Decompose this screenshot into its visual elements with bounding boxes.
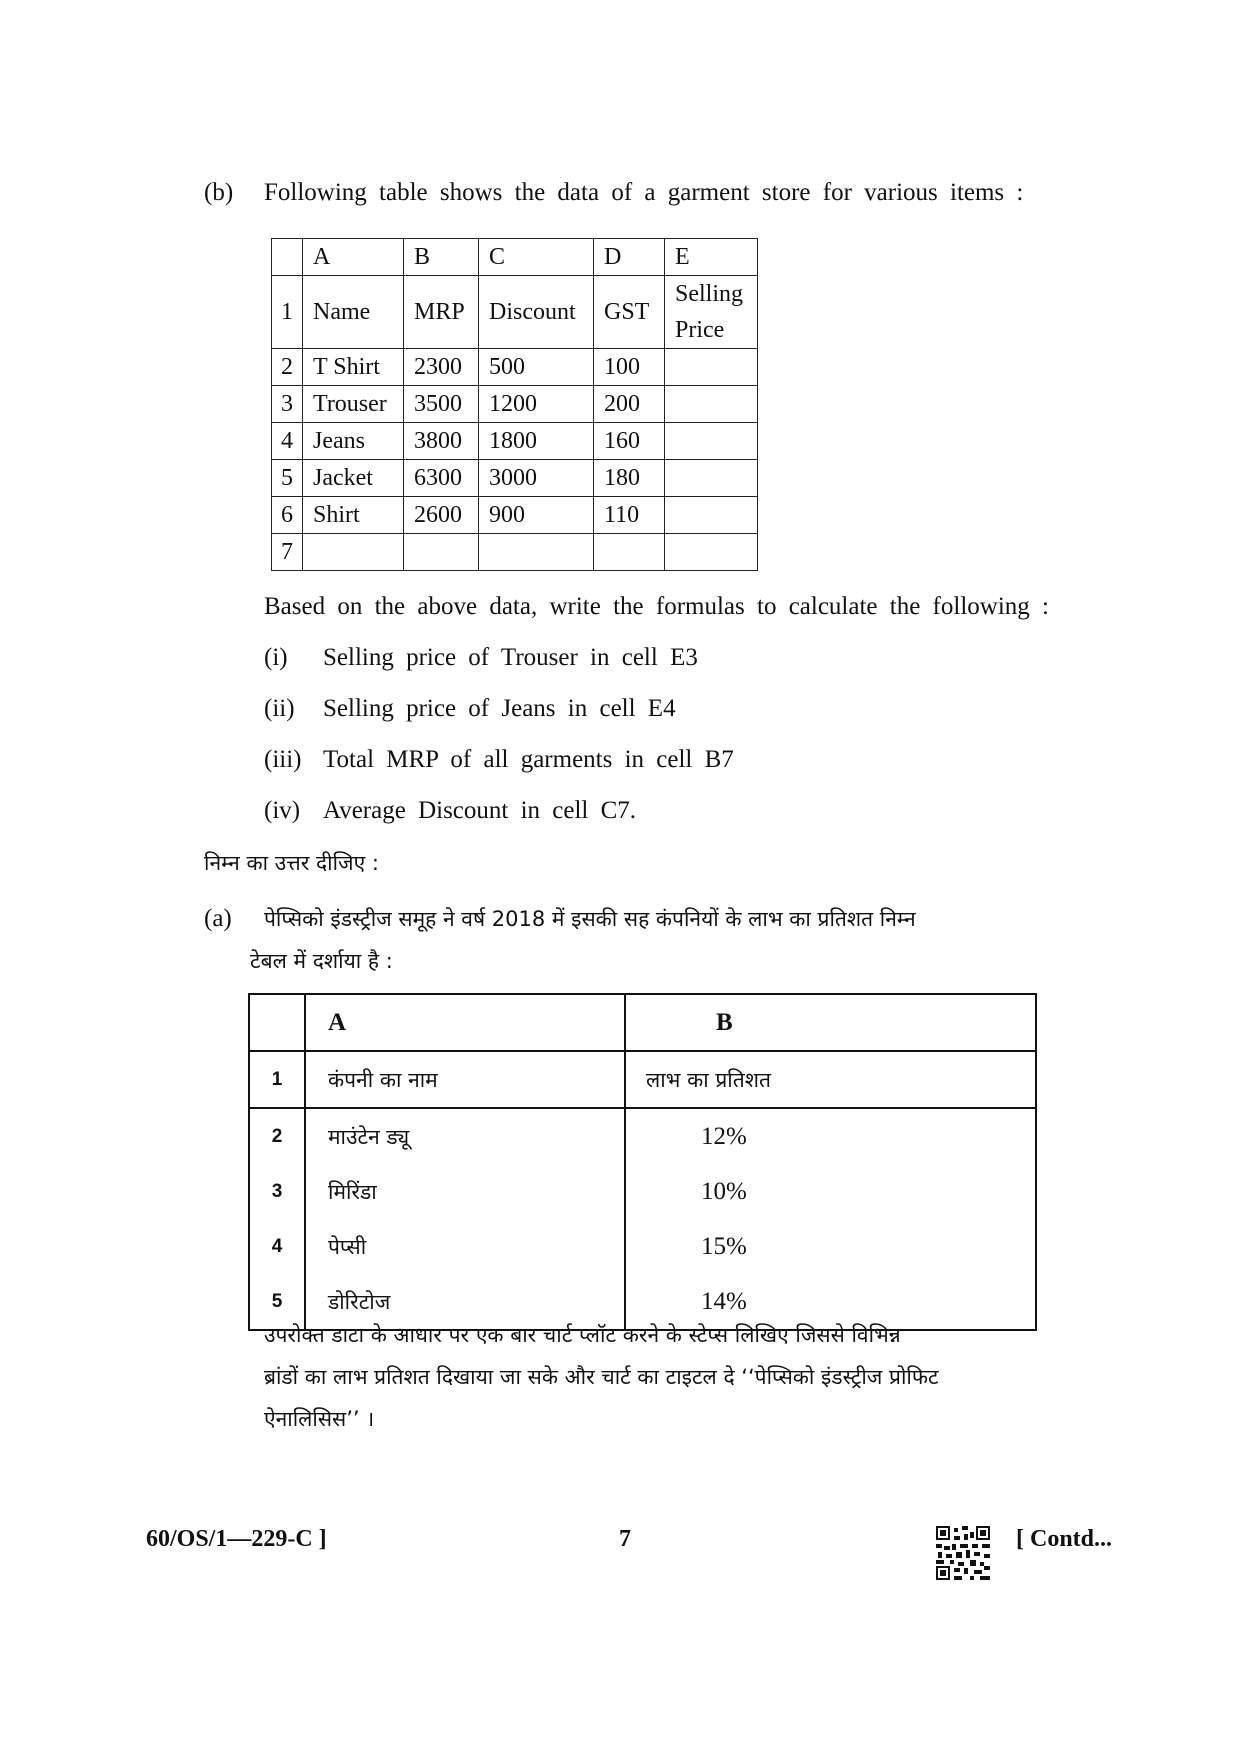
- table-row: [272, 349, 758, 386]
- table-cell: [665, 497, 758, 534]
- table-cell: 15%: [625, 1219, 1036, 1274]
- table-cell: [249, 994, 305, 1051]
- table-cell: GST: [594, 276, 665, 349]
- table-cell: A: [305, 994, 625, 1051]
- table-cell: 3000: [479, 460, 594, 497]
- table-cell: [665, 349, 758, 386]
- contd-label: [ Contd...: [1016, 1526, 1113, 1552]
- table-cell: माउंटेन ड्यू: [305, 1108, 625, 1164]
- table-row: [272, 423, 758, 460]
- item-number: (iii): [264, 746, 302, 773]
- table-cell: 3800: [404, 423, 479, 460]
- table-cell: 5: [272, 460, 303, 497]
- item-text: Total MRP of all garments in cell B7: [323, 746, 734, 773]
- table-cell: 1: [249, 1051, 305, 1108]
- qr-code-icon: [936, 1526, 990, 1580]
- table-row: [272, 460, 758, 497]
- table-row: [249, 1108, 1036, 1164]
- table-cell: 2300: [404, 349, 479, 386]
- table-cell: 4: [272, 423, 303, 460]
- table-cell: 14%: [625, 1274, 1036, 1330]
- item-number: (i): [264, 644, 288, 671]
- hindi-question-a-label: (a): [204, 905, 232, 932]
- table-cell: 1800: [479, 423, 594, 460]
- table-row: [272, 497, 758, 534]
- table-cell: [665, 386, 758, 423]
- table-cell: 4: [249, 1219, 305, 1274]
- table-cell: 3: [249, 1164, 305, 1219]
- table-cell: [665, 460, 758, 497]
- table-row: [272, 239, 758, 276]
- table-cell: 3: [272, 386, 303, 423]
- table-cell: लाभ का प्रतिशत: [625, 1051, 1036, 1108]
- table-row: [249, 994, 1036, 1051]
- paper-code: 60/OS/1—229-C ]: [146, 1526, 327, 1552]
- table-cell: [303, 534, 404, 571]
- table-cell: B: [625, 994, 1036, 1051]
- table-cell: मिरिंडा: [305, 1164, 625, 1219]
- table-row: [272, 276, 758, 349]
- table-cell: 7: [272, 534, 303, 571]
- hindi-task-line: उपरोक्त डाटा के आधार पर एक बार चार्ट प्लॉट करने के स्टेप्स लिखिए जिससे विभिन्न: [264, 1323, 901, 1347]
- question-b-prompt: Based on the above data, write the formulas to calculate the following :: [264, 593, 1049, 620]
- page-number: 7: [619, 1526, 631, 1552]
- table-cell: 12%: [625, 1108, 1036, 1164]
- table-cell: 100: [594, 349, 665, 386]
- table-cell: T Shirt: [303, 349, 404, 386]
- garment-table: [271, 238, 758, 571]
- table-cell: [665, 423, 758, 460]
- hindi-heading: निम्न का उत्तर दीजिए :: [204, 851, 380, 875]
- table-cell: 160: [594, 423, 665, 460]
- table-cell: Trouser: [303, 386, 404, 423]
- table-cell: 1200: [479, 386, 594, 423]
- table-cell: 110: [594, 497, 665, 534]
- table-cell: 3500: [404, 386, 479, 423]
- table-cell: Selling Price: [665, 276, 758, 349]
- table-row: [272, 386, 758, 423]
- table-cell: 2600: [404, 497, 479, 534]
- table-cell: 500: [479, 349, 594, 386]
- table-cell: 10%: [625, 1164, 1036, 1219]
- table-cell: 2: [272, 349, 303, 386]
- table-cell: 5: [249, 1274, 305, 1330]
- table-row: [272, 534, 758, 571]
- table-cell: Jacket: [303, 460, 404, 497]
- item-text: Selling price of Jeans in cell E4: [323, 695, 676, 722]
- table-cell: 1: [272, 276, 303, 349]
- table-cell: 6: [272, 497, 303, 534]
- item-number: (iv): [264, 797, 301, 824]
- table-cell: Jeans: [303, 423, 404, 460]
- table-cell: E: [665, 239, 758, 276]
- question-b-intro: Following table shows the data of a garment store for various items :: [264, 179, 1024, 206]
- table-cell: MRP: [404, 276, 479, 349]
- table-cell: [479, 534, 594, 571]
- table-cell: A: [303, 239, 404, 276]
- item-number: (ii): [264, 695, 295, 722]
- table-cell: [404, 534, 479, 571]
- table-cell: [665, 534, 758, 571]
- table-cell: डोरिटोज: [305, 1274, 625, 1330]
- table-row: [249, 1164, 1036, 1219]
- hindi-intro-line: पेप्सिको इंडस्ट्रीज समूह ने वर्ष 2018 में इसकी सह कंपनियों के लाभ का प्रतिशत निम्न: [264, 907, 916, 931]
- table-cell: Discount: [479, 276, 594, 349]
- table-row: [249, 1051, 1036, 1108]
- table-cell: [594, 534, 665, 571]
- item-text: Average Discount in cell C7.: [323, 797, 637, 824]
- table-cell: 200: [594, 386, 665, 423]
- hindi-task-line: ऐनालिसिस’’ ।: [264, 1407, 375, 1431]
- table-cell: 900: [479, 497, 594, 534]
- table-cell: 6300: [404, 460, 479, 497]
- table-cell: 180: [594, 460, 665, 497]
- hindi-task-line: ब्रांडों का लाभ प्रतिशत दिखाया जा सके और चार्ट का टाइटल दे ‘‘पेप्सिको इंडस्ट्रीज प्रोफिट: [264, 1365, 939, 1389]
- table-cell: पेप्सी: [305, 1219, 625, 1274]
- table-cell: [272, 239, 303, 276]
- table-cell: D: [594, 239, 665, 276]
- table-cell: Shirt: [303, 497, 404, 534]
- table-cell: कंपनी का नाम: [305, 1051, 625, 1108]
- table-cell: Name: [303, 276, 404, 349]
- pepsico-table: [248, 993, 1037, 1331]
- table-cell: 2: [249, 1108, 305, 1164]
- table-cell: C: [479, 239, 594, 276]
- item-text: Selling price of Trouser in cell E3: [323, 644, 698, 671]
- table-row: [249, 1219, 1036, 1274]
- table-cell: B: [404, 239, 479, 276]
- question-b-label: (b): [204, 179, 234, 206]
- hindi-intro-line: टेबल में दर्शाया है :: [250, 949, 393, 973]
